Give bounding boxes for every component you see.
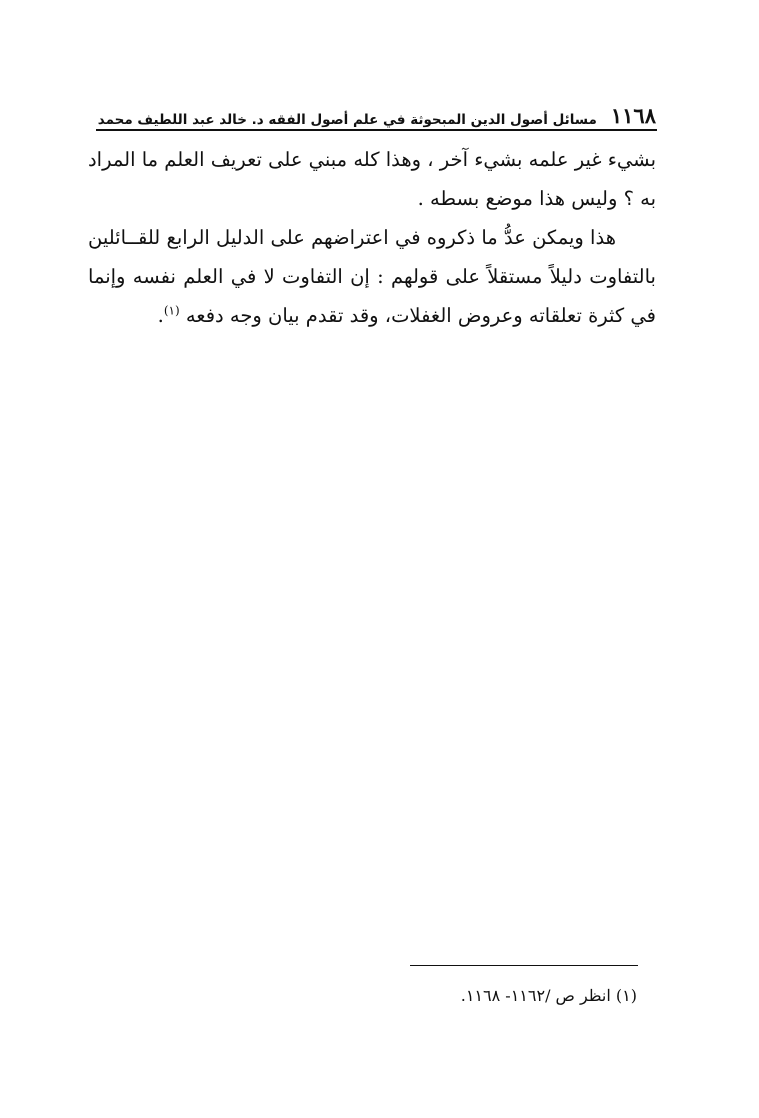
footnote: (١) انظر ص /١١٦٢- ١١٦٨. — [460, 986, 637, 1005]
header-title: مسائل أصول الدين المبحوثة في علم أصول الفقه د. خالد عبد اللطيف محمد — [97, 112, 597, 128]
paragraph-2-end: . — [157, 304, 164, 327]
page-number: ١١٦٨ — [610, 103, 656, 128]
header-divider — [96, 129, 657, 131]
running-header — [96, 102, 656, 128]
body-text — [88, 140, 656, 335]
paragraph-2-text: هذا ويمكن عدُّ ما ذكروه في اعتراضهم على الدليل الرابع للقــائلين بالتفاوت دليلاً مستقلاً على قولهم : إن التفاوت لا في العلم نفسه وإنما في كثرة تعلقاته وعروض الغفلات، وقد تقدم بيان وجه دفعه — [88, 226, 656, 327]
paragraph-2 — [88, 218, 656, 335]
footnote-divider — [410, 965, 638, 966]
footnote-reference: (١) — [163, 303, 180, 318]
paragraph-1: بشيء غير علمه بشيء آخر ، وهذا كله مبني على تعريف العلم ما المراد به ؟ وليس هذا موضع بسطه . — [88, 148, 656, 210]
